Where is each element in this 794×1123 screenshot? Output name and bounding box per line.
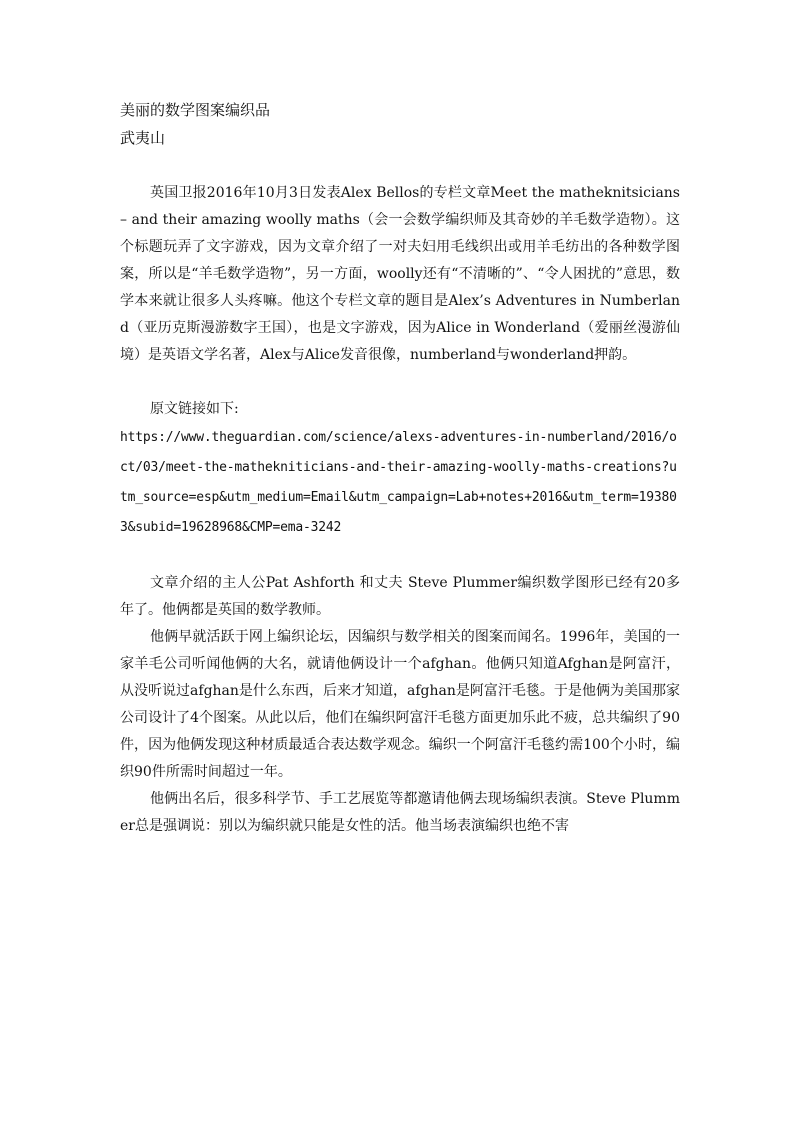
body-paragraph-3: 他俩出名后，很多科学节、手工艺展览等都邀请他俩去现场编织表演。Steve Plummer总是强调说：别以为编织就只能是女性的活。他当场表演编织也绝不害: [120, 791, 680, 834]
spacer: [120, 152, 680, 180]
body-paragraph-1: 文章介绍的主人公Pat Ashforth 和丈夫 Steve Plummer编织数学图形已经有20多年了。他俩都是英国的数学教师。: [120, 575, 680, 618]
body-paragraph-2: 他俩早就活跃于网上编织论坛，因编织与数学相关的图案而闻名。1996年，美国的一家羊毛公司听闻他俩的大名，就请他俩设计一个afghan。他俩只知道Afghan是阿富汗，从没听说过afghan是什么东西，后来才知道，afghan是阿富汗毛毯。于是他俩为美国那家公司设计了4个图案。从此以后，他们在编织阿富汗毛毯方面更加乐此不疲，总共编织了90件，因为他俩发现这种材质最适合表达数学观念。编织一个阿富汗毛毯约需100个小时，编织90件所需时间超过一年。: [120, 629, 680, 780]
spacer: [120, 369, 680, 396]
spacer: [120, 543, 680, 570]
source-url[interactable]: https://www.theguardian.com/science/alexs-adventures-in-numberland/2016/oct/03/meet-the-mathekniticians-and-their-amazing-woolly-maths-creations?utm_source=esp&utm_medium=Email&utm_campaign=Lab+notes+2016&utm_term=193803&subid=19628968&CMP=ema-3242: [120, 430, 677, 535]
document-title: 美丽的数学图案编织品: [120, 101, 271, 119]
intro-paragraph: 英国卫报2016年10月3日发表Alex Bellos的专栏文章Meet the matheknitsicians – and their amazing woolly maths（会一会数学编织师及其奇妙的羊毛数学造物）。这个标题玩弄了文字游戏，因为文章介绍了一对夫妇用毛线织出或用羊毛纺出的各种数学图案，所以是“羊毛数学造物”，另一方面，woolly还有“不清晰的”、“令人困扰的”意思，数学本来就让很多人头疼嘛。他这个专栏文章的题目是Alex’s Adventures in Numberland（亚历克斯漫游数字王国），也是文字游戏，因为Alice in Wonderland（爱丽丝漫游仙境）是英语文学名著，Alex与Alice发音很像，numberland与wonderland押韵。: [120, 185, 680, 363]
document-page: [120, 96, 680, 840]
link-label: 原文链接如下:: [150, 401, 239, 417]
document-author: 武夷山: [120, 129, 166, 147]
